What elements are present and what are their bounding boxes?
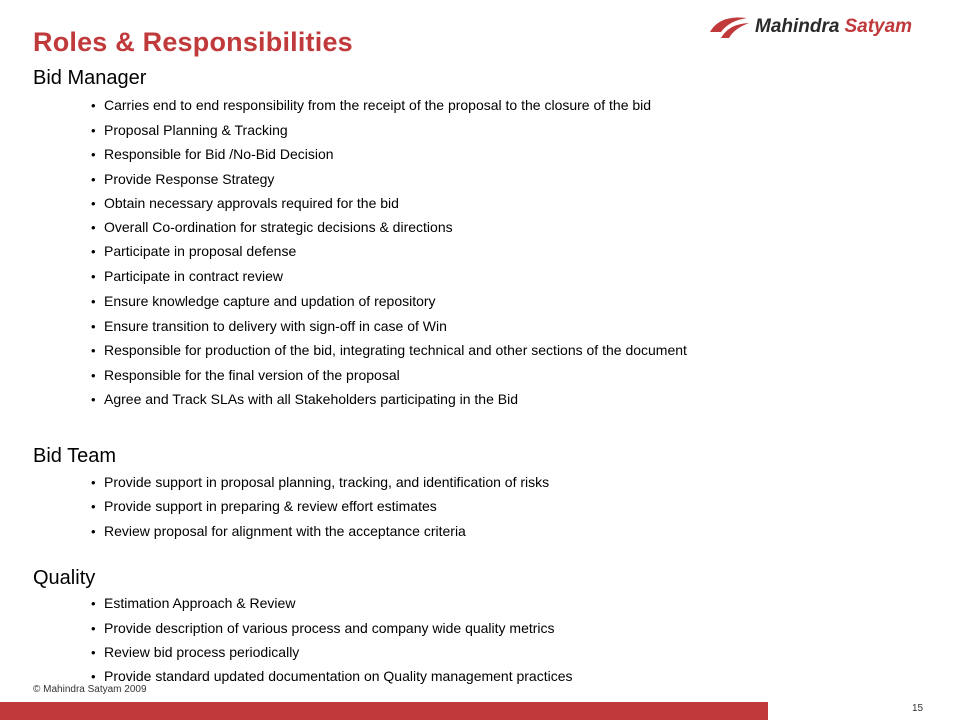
bid-manager-heading: Bid Manager	[33, 67, 147, 89]
list-item: • Participate in contract review	[91, 268, 283, 284]
list-item: • Provide support in proposal planning, tracking, and identification of risks	[91, 474, 550, 490]
company-logo	[707, 12, 912, 42]
list-item: • Ensure transition to delivery with sign-off in case of Win	[91, 318, 447, 334]
page-number: 15	[912, 703, 924, 714]
footer-bar	[0, 702, 768, 720]
list-item: • Carries end to end responsibility from the receipt of the proposal to the closure of the bid	[91, 97, 652, 113]
list-item: • Provide Response Strategy	[91, 171, 275, 187]
list-item: • Provide standard updated documentation on Quality management practices	[91, 668, 573, 684]
list-item: • Agree and Track SLAs with all Stakeholders participating in the Bid	[91, 391, 519, 407]
list-item: • Responsible for production of the bid, integrating technical and other sections of the document	[91, 342, 687, 358]
list-item: • Proposal Planning & Tracking	[91, 122, 288, 138]
list-item: • Ensure knowledge capture and updation of repository	[91, 293, 436, 309]
mahindra-logo-icon	[707, 14, 751, 40]
bid-team-heading: Bid Team	[33, 445, 117, 467]
quality-heading: Quality	[33, 567, 96, 589]
logo-word-mahindra: Mahindra	[755, 16, 840, 37]
list-item: • Participate in proposal defense	[91, 243, 297, 259]
list-item: • Estimation Approach & Review	[91, 595, 296, 611]
list-item: • Overall Co-ordination for strategic decisions & directions	[91, 219, 453, 235]
logo-wordmark	[755, 16, 912, 38]
list-item: • Provide support in preparing & review effort estimates	[91, 498, 437, 514]
slide-title: Roles & Responsibilities	[33, 27, 353, 57]
list-item: • Review proposal for alignment with the acceptance criteria	[91, 523, 466, 539]
list-item: • Review bid process periodically	[91, 644, 300, 660]
list-item: • Provide description of various process and company wide quality metrics	[91, 620, 555, 636]
list-item: • Obtain necessary approvals required for the bid	[91, 195, 399, 211]
list-item: • Responsible for the final version of the proposal	[91, 367, 400, 383]
copyright-notice: © Mahindra Satyam 2009	[33, 684, 147, 695]
list-item: • Responsible for Bid /No-Bid Decision	[91, 146, 334, 162]
logo-word-satyam: Satyam	[844, 16, 913, 37]
